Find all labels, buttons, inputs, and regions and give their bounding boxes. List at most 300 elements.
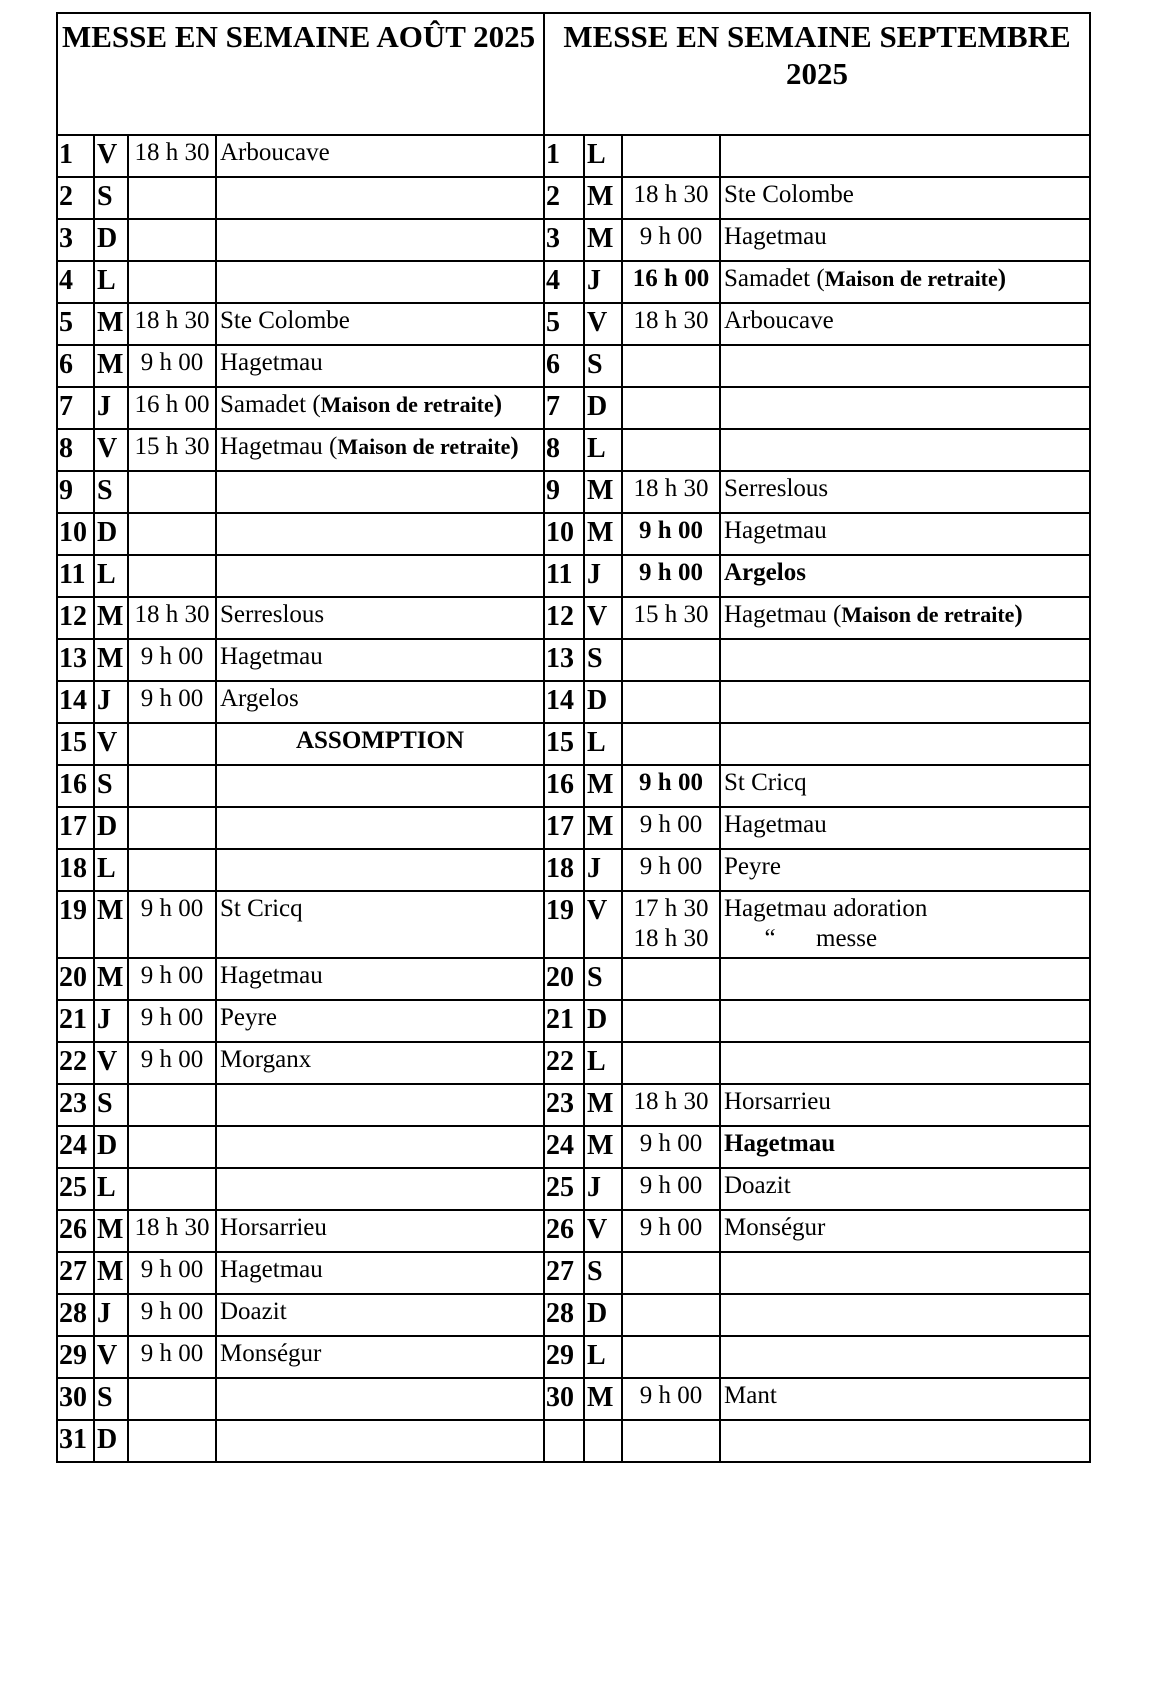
- september-place: [720, 958, 1090, 1000]
- august-place: [216, 1042, 544, 1084]
- august-day-number: 9: [57, 471, 94, 513]
- september-place: [720, 1042, 1090, 1084]
- september-place-text: Argelos: [724, 559, 806, 586]
- august-time: [128, 1420, 216, 1462]
- september-time: [622, 261, 720, 303]
- september-place-text: Hagetmau: [724, 1130, 836, 1157]
- august-place: [216, 1000, 544, 1042]
- september-time: [622, 681, 720, 723]
- august-day-letter: M: [94, 597, 128, 639]
- september-place: [720, 723, 1090, 765]
- september-day-number: 16: [544, 765, 584, 807]
- august-place: [216, 429, 544, 471]
- september-time: [622, 1252, 720, 1294]
- september-place-text: Monségur: [724, 1214, 826, 1241]
- august-time-text: 9 h 00: [140, 1004, 204, 1031]
- august-place-text: Hagetmau (: [220, 433, 338, 460]
- august-day-letter: L: [94, 555, 128, 597]
- september-day-number: 24: [544, 1126, 584, 1168]
- september-time: [622, 958, 720, 1000]
- august-day-number: 27: [57, 1252, 94, 1294]
- august-time: [128, 555, 216, 597]
- september-day-number: 20: [544, 958, 584, 1000]
- september-day-number: 27: [544, 1252, 584, 1294]
- august-place: [216, 303, 544, 345]
- september-day-letter: S: [584, 639, 622, 681]
- august-day-number: 1: [57, 135, 94, 177]
- schedule-row: [57, 723, 1090, 765]
- august-day-letter: M: [94, 1210, 128, 1252]
- august-place: [216, 849, 544, 891]
- september-time: [622, 429, 720, 471]
- september-place-text: Hagetmau: [724, 811, 827, 838]
- august-place-note: Maison de retraite: [337, 434, 511, 459]
- september-day-number: 12: [544, 597, 584, 639]
- august-place: [216, 807, 544, 849]
- september-place-text: Hagetmau adoration: [724, 895, 928, 922]
- september-day-number: 28: [544, 1294, 584, 1336]
- september-time-text: 18 h 30: [633, 307, 709, 334]
- september-day-letter: M: [584, 1126, 622, 1168]
- september-place: [720, 849, 1090, 891]
- august-day-letter: M: [94, 303, 128, 345]
- september-day-letter: D: [584, 1294, 622, 1336]
- september-place: [720, 891, 1090, 958]
- august-day-number: 26: [57, 1210, 94, 1252]
- september-place: [720, 1210, 1090, 1252]
- september-day-number: 23: [544, 1084, 584, 1126]
- september-place-text: Ste Colombe: [724, 181, 854, 208]
- august-day-number: 14: [57, 681, 94, 723]
- august-place: [216, 555, 544, 597]
- august-time-text: 18 h 30: [134, 1214, 210, 1241]
- august-day-number: 24: [57, 1126, 94, 1168]
- august-place: [216, 1084, 544, 1126]
- september-day-letter: S: [584, 1252, 622, 1294]
- september-place: [720, 261, 1090, 303]
- september-place: [720, 765, 1090, 807]
- august-place-text: St Cricq: [220, 895, 303, 922]
- september-time-text: 18 h 30: [633, 181, 709, 208]
- august-day-number: 8: [57, 429, 94, 471]
- august-place: [216, 513, 544, 555]
- august-time-text: 9 h 00: [140, 1298, 204, 1325]
- september-time: [622, 723, 720, 765]
- september-time: [622, 219, 720, 261]
- september-place-note-end: ): [997, 265, 1007, 292]
- august-place-text: Samadet (: [220, 391, 321, 418]
- september-time: [622, 1000, 720, 1042]
- august-time: [128, 639, 216, 681]
- september-time: [622, 891, 720, 958]
- september-place: [720, 681, 1090, 723]
- august-day-number: 5: [57, 303, 94, 345]
- august-time: [128, 765, 216, 807]
- september-time: [622, 1210, 720, 1252]
- august-day-letter: S: [94, 177, 128, 219]
- september-day-number: 5: [544, 303, 584, 345]
- august-day-letter: L: [94, 261, 128, 303]
- august-day-letter: J: [94, 1000, 128, 1042]
- schedule-row: [57, 471, 1090, 513]
- schedule-row: [57, 765, 1090, 807]
- september-place-text: Serreslous: [724, 475, 829, 502]
- september-day-letter: L: [584, 1042, 622, 1084]
- august-time: [128, 177, 216, 219]
- august-time: [128, 471, 216, 513]
- august-place-text: Hagetmau: [220, 643, 323, 670]
- september-time: [622, 639, 720, 681]
- september-place: [720, 555, 1090, 597]
- september-time-text: 18 h 30: [633, 1088, 709, 1115]
- august-time: [128, 387, 216, 429]
- august-time: [128, 345, 216, 387]
- september-place-text: Arboucave: [724, 307, 834, 334]
- august-time: [128, 1252, 216, 1294]
- august-place: [216, 681, 544, 723]
- september-time-text: 17 h 30: [633, 895, 709, 922]
- august-day-letter: V: [94, 1336, 128, 1378]
- september-day-number: 30: [544, 1378, 584, 1420]
- august-time: [128, 513, 216, 555]
- august-day-letter: L: [94, 849, 128, 891]
- september-place-text: Hagetmau: [724, 517, 827, 544]
- august-place: [216, 1168, 544, 1210]
- august-place: [216, 1126, 544, 1168]
- september-day-number: 2: [544, 177, 584, 219]
- august-place: [216, 471, 544, 513]
- september-time-text: 15 h 30: [633, 601, 709, 628]
- september-place: [720, 1252, 1090, 1294]
- september-day-letter: [584, 1420, 622, 1462]
- august-place-note: Maison de retraite: [320, 392, 494, 417]
- schedule-row: [57, 807, 1090, 849]
- schedule-row: [57, 597, 1090, 639]
- august-day-letter: M: [94, 891, 128, 958]
- august-time: [128, 1168, 216, 1210]
- august-day-number: 15: [57, 723, 94, 765]
- september-place: [720, 1420, 1090, 1462]
- september-time-text: 9 h 00: [639, 1214, 703, 1241]
- schedule-row: [57, 177, 1090, 219]
- september-time-text-2: 18 h 30: [633, 924, 709, 952]
- september-day-number: 18: [544, 849, 584, 891]
- august-place: [216, 1336, 544, 1378]
- september-day-number: 6: [544, 345, 584, 387]
- september-day-letter: J: [584, 261, 622, 303]
- september-day-letter: M: [584, 1084, 622, 1126]
- august-place: [216, 1294, 544, 1336]
- schedule-row: [57, 849, 1090, 891]
- august-time: [128, 429, 216, 471]
- august-day-number: 10: [57, 513, 94, 555]
- august-place-text: Serreslous: [220, 601, 325, 628]
- august-time: [128, 849, 216, 891]
- september-place-text: Peyre: [724, 853, 781, 880]
- september-time: [622, 345, 720, 387]
- september-time: [622, 471, 720, 513]
- august-time: [128, 807, 216, 849]
- august-place-text: Arboucave: [220, 139, 330, 166]
- august-day-letter: L: [94, 1168, 128, 1210]
- schedule-row: [57, 1042, 1090, 1084]
- august-place: [216, 177, 544, 219]
- august-day-letter: V: [94, 429, 128, 471]
- september-place: [720, 513, 1090, 555]
- september-time-text: 9 h 00: [639, 559, 703, 586]
- schedule-row: [57, 555, 1090, 597]
- september-day-letter: V: [584, 891, 622, 958]
- august-day-number: 30: [57, 1378, 94, 1420]
- september-place: [720, 1378, 1090, 1420]
- september-place: [720, 219, 1090, 261]
- september-time-text: 9 h 00: [639, 769, 703, 796]
- august-day-letter: D: [94, 1126, 128, 1168]
- august-place: [216, 639, 544, 681]
- september-time: [622, 513, 720, 555]
- august-time: [128, 135, 216, 177]
- august-day-number: 31: [57, 1420, 94, 1462]
- september-time: [622, 765, 720, 807]
- august-place: [216, 135, 544, 177]
- september-place: [720, 1126, 1090, 1168]
- august-place-text: ASSOMPTION: [295, 727, 465, 754]
- august-place: [216, 219, 544, 261]
- schedule-row: [57, 1000, 1090, 1042]
- august-day-letter: D: [94, 513, 128, 555]
- august-time: [128, 597, 216, 639]
- september-place: [720, 597, 1090, 639]
- september-day-letter: M: [584, 177, 622, 219]
- august-day-letter: M: [94, 958, 128, 1000]
- september-day-letter: J: [584, 1168, 622, 1210]
- august-time: [128, 1378, 216, 1420]
- september-place: [720, 1294, 1090, 1336]
- august-time-text: 9 h 00: [140, 643, 204, 670]
- schedule-row: [57, 1252, 1090, 1294]
- august-place-note-end: ): [493, 391, 503, 418]
- august-day-number: 13: [57, 639, 94, 681]
- august-day-letter: M: [94, 345, 128, 387]
- september-day-letter: L: [584, 723, 622, 765]
- schedule-row: [57, 1294, 1090, 1336]
- september-place: [720, 471, 1090, 513]
- september-day-number: [544, 1420, 584, 1462]
- september-time: [622, 1378, 720, 1420]
- september-day-number: 22: [544, 1042, 584, 1084]
- schedule-row: [57, 429, 1090, 471]
- august-time: [128, 1084, 216, 1126]
- august-time-text: 9 h 00: [140, 685, 204, 712]
- september-day-number: 29: [544, 1336, 584, 1378]
- schedule-row: [57, 1210, 1090, 1252]
- august-day-number: 4: [57, 261, 94, 303]
- september-day-letter: D: [584, 1000, 622, 1042]
- august-place: [216, 765, 544, 807]
- mass-schedule-table: [56, 12, 1091, 1463]
- september-place-text: Hagetmau (: [724, 601, 842, 628]
- september-time-text: 9 h 00: [639, 853, 703, 880]
- september-day-number: 11: [544, 555, 584, 597]
- september-day-letter: V: [584, 303, 622, 345]
- september-place-text-2: messe: [816, 924, 878, 952]
- september-time: [622, 555, 720, 597]
- august-place: [216, 261, 544, 303]
- september-day-letter: V: [584, 1210, 622, 1252]
- september-day-letter: M: [584, 1378, 622, 1420]
- september-time: [622, 303, 720, 345]
- schedule-row: [57, 135, 1090, 177]
- september-time: [622, 1336, 720, 1378]
- september-day-letter: J: [584, 555, 622, 597]
- september-day-number: 4: [544, 261, 584, 303]
- schedule-row: [57, 891, 1090, 958]
- august-day-letter: V: [94, 135, 128, 177]
- september-time: [622, 177, 720, 219]
- august-day-letter: M: [94, 639, 128, 681]
- september-place: [720, 807, 1090, 849]
- august-day-number: 7: [57, 387, 94, 429]
- august-time: [128, 1294, 216, 1336]
- september-day-number: 10: [544, 513, 584, 555]
- august-day-letter: V: [94, 1042, 128, 1084]
- august-day-number: 3: [57, 219, 94, 261]
- august-place-text: Morganx: [220, 1046, 312, 1073]
- august-place: [216, 1378, 544, 1420]
- september-time-text: 9 h 00: [639, 223, 703, 250]
- august-day-letter: V: [94, 723, 128, 765]
- august-time: [128, 1042, 216, 1084]
- august-time-text: 9 h 00: [140, 1256, 204, 1283]
- august-day-letter: D: [94, 219, 128, 261]
- september-day-number: 21: [544, 1000, 584, 1042]
- september-place-note-end: ): [1014, 601, 1023, 628]
- september-time: [622, 807, 720, 849]
- august-time: [128, 891, 216, 958]
- september-day-number: 13: [544, 639, 584, 681]
- september-day-number: 19: [544, 891, 584, 958]
- august-time-text: 16 h 00: [134, 391, 210, 418]
- september-place-note: Maison de retraite: [824, 266, 998, 291]
- august-place-text: Ste Colombe: [220, 307, 350, 334]
- august-place-text: Argelos: [220, 685, 299, 712]
- september-day-number: 3: [544, 219, 584, 261]
- august-day-letter: J: [94, 681, 128, 723]
- september-time-text: 9 h 00: [639, 1382, 703, 1409]
- august-place-text: Peyre: [220, 1004, 277, 1031]
- schedule-row: [57, 1168, 1090, 1210]
- september-day-number: 8: [544, 429, 584, 471]
- september-place: [720, 429, 1090, 471]
- schedule-row: [57, 681, 1090, 723]
- september-day-letter: D: [584, 387, 622, 429]
- september-ditto-mark: “: [764, 924, 776, 952]
- september-time-text: 9 h 00: [639, 1172, 703, 1199]
- august-day-letter: S: [94, 1378, 128, 1420]
- september-day-number: 15: [544, 723, 584, 765]
- september-day-letter: J: [584, 849, 622, 891]
- august-time-text: 18 h 30: [134, 307, 210, 334]
- august-time-text: 18 h 30: [134, 601, 210, 628]
- august-place-text: Monségur: [220, 1340, 322, 1367]
- schedule-row: [57, 1084, 1090, 1126]
- september-place-text: Mant: [724, 1382, 777, 1409]
- august-time-text: 9 h 00: [140, 349, 204, 376]
- august-place: [216, 1210, 544, 1252]
- september-time: [622, 1420, 720, 1462]
- september-place: [720, 639, 1090, 681]
- september-place-text: Horsarrieu: [724, 1088, 831, 1115]
- september-time: [622, 1084, 720, 1126]
- september-day-number: 1: [544, 135, 584, 177]
- august-place-text: Hagetmau: [220, 1256, 323, 1283]
- august-time-text: 18 h 30: [134, 139, 210, 166]
- august-day-number: 19: [57, 891, 94, 958]
- september-day-letter: M: [584, 807, 622, 849]
- schedule-row: [57, 639, 1090, 681]
- august-time-text: 9 h 00: [140, 895, 204, 922]
- august-time: [128, 1126, 216, 1168]
- september-time: [622, 135, 720, 177]
- schedule-row: [57, 261, 1090, 303]
- september-place: [720, 1084, 1090, 1126]
- september-place-text: St Cricq: [724, 769, 807, 796]
- september-day-letter: S: [584, 958, 622, 1000]
- september-place: [720, 135, 1090, 177]
- august-day-number: 28: [57, 1294, 94, 1336]
- august-time: [128, 1000, 216, 1042]
- september-place: [720, 387, 1090, 429]
- september-place-text: Doazit: [724, 1172, 791, 1199]
- september-place-note: Maison de retraite: [841, 602, 1015, 627]
- august-day-number: 2: [57, 177, 94, 219]
- august-time-text: 15 h 30: [134, 433, 210, 460]
- september-day-number: 9: [544, 471, 584, 513]
- august-place-text: Horsarrieu: [220, 1214, 327, 1241]
- august-title: MESSE EN SEMAINE AOÛT 2025: [57, 13, 544, 135]
- august-day-number: 12: [57, 597, 94, 639]
- august-day-number: 21: [57, 1000, 94, 1042]
- schedule-row: [57, 1126, 1090, 1168]
- september-title: MESSE EN SEMAINE SEPTEMBRE 2025: [544, 13, 1090, 135]
- september-day-letter: M: [584, 471, 622, 513]
- september-time-text: 9 h 00: [639, 811, 703, 838]
- september-day-letter: M: [584, 513, 622, 555]
- september-place: [720, 1168, 1090, 1210]
- august-time: [128, 1210, 216, 1252]
- september-day-letter: V: [584, 597, 622, 639]
- september-day-letter: M: [584, 219, 622, 261]
- august-day-number: 17: [57, 807, 94, 849]
- august-place-text: Hagetmau: [220, 962, 323, 989]
- august-time: [128, 723, 216, 765]
- august-day-letter: S: [94, 471, 128, 513]
- september-place: [720, 177, 1090, 219]
- august-day-letter: D: [94, 1420, 128, 1462]
- september-time: [622, 1294, 720, 1336]
- september-day-letter: S: [584, 345, 622, 387]
- august-day-letter: S: [94, 1084, 128, 1126]
- august-time: [128, 681, 216, 723]
- august-day-letter: M: [94, 1252, 128, 1294]
- schedule-row: [57, 513, 1090, 555]
- august-place: [216, 723, 544, 765]
- august-day-number: 18: [57, 849, 94, 891]
- schedule-row: [57, 1336, 1090, 1378]
- september-time: [622, 1042, 720, 1084]
- september-day-number: 25: [544, 1168, 584, 1210]
- september-day-letter: L: [584, 1336, 622, 1378]
